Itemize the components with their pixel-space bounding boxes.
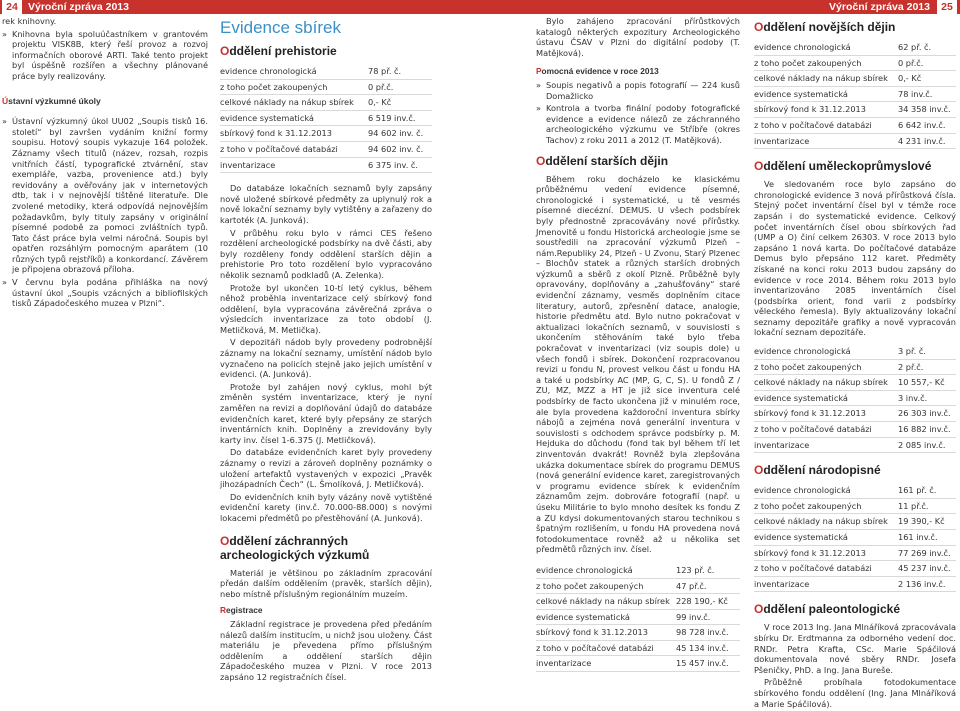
- stats-prehistory: [220, 64, 432, 173]
- stat-row: [754, 545, 956, 561]
- stat-label: z toho počet zakoupených: [754, 359, 898, 375]
- column-2: [220, 16, 432, 685]
- page-title: Evidence sbírek: [220, 18, 341, 37]
- stat-value: 2 136 inv.č.: [898, 576, 956, 592]
- stat-row: [754, 390, 956, 406]
- bullet-negatives: » Soupis negativů a popis fotografií — 224 kusů Domažlicko: [536, 80, 740, 101]
- stat-row: [220, 95, 432, 111]
- stat-row: [220, 110, 432, 126]
- stat-label: sbírkový fond k 31.12.2013: [754, 545, 898, 561]
- stat-row: [220, 141, 432, 157]
- stat-value: 47 př.č.: [676, 578, 740, 594]
- stat-value: 78 př. č.: [368, 64, 432, 79]
- stat-value: 161 př. č.: [898, 483, 956, 498]
- stat-row: [220, 64, 432, 79]
- stat-value: 34 358 inv.č.: [898, 102, 956, 118]
- para-catalogs: Bylo zahájeno zpracování přírůstkových katalogů některých expozitury Archeologického ústavu ČSAV v Plzni do digitální podoby (T. Matějková).: [536, 16, 740, 58]
- stat-value: 10 557,- Kč: [898, 375, 956, 391]
- stat-row: [754, 86, 956, 102]
- stat-value: 0,- Kč: [368, 95, 432, 111]
- bullet-uu02: » Ústavní výzkumný úkol UU02 „Soupis tisků 16. století“ byl završen vydáním knižní formy soupisu. Hotový soupis vykazuje 164 položek. Záznamy všech titulů (název, rozsah, rozpis vnitřních částí, typografické ztvárnění, stav exempláře, vazba, provenience atd.) byly revidovány a ověřovány jak v internetových dtb, tak i v nejnovější tištěné literatuře. Dle zvolené metodiky, která odpovídá nejnovějším požadavkům, byly tituly zapsány v originální písemné podobě za pomoci zvláštních typů. Tato část práce byla velmi náročná. Soupis byl opatřen rozsáhlým pomocným aparátem (10 různých typů rejstříků) a konkordancí. Závěrem je připojena obrazová příloha.: [2, 116, 208, 275]
- stat-row: [754, 561, 956, 577]
- stat-label: celkové náklady na nákup sbírek: [754, 375, 898, 391]
- stat-row: [754, 498, 956, 514]
- heading-research-tasks: Ústavní výzkumné úkoly: [2, 95, 101, 106]
- stat-label: celkové náklady na nákup sbírek: [754, 71, 898, 87]
- stat-value: 0 př.č.: [368, 79, 432, 95]
- heading-modern-history: Oddělení novějších dějin: [754, 20, 896, 34]
- stat-value: 0 př.č.: [898, 55, 956, 71]
- stat-row: [754, 375, 956, 391]
- stat-value: 4 231 inv.č.: [898, 133, 956, 149]
- stat-label: sbírkový fond k 31.12.2013: [754, 102, 898, 118]
- stat-value: 2 085 inv.č.: [898, 437, 956, 453]
- stat-label: evidence chronologická: [220, 64, 368, 79]
- column-1: [2, 16, 208, 311]
- stat-value: 94 602 inv. č.: [368, 141, 432, 157]
- column-4: [754, 20, 956, 711]
- stat-value: 45 134 inv.č.: [676, 640, 740, 656]
- stat-row: [536, 594, 740, 610]
- page-number-left: 24: [2, 0, 22, 14]
- stat-row: [754, 530, 956, 546]
- heading-older-history: Oddělení starších dějin: [536, 153, 669, 168]
- stat-label: evidence systematická: [536, 609, 676, 625]
- stat-label: evidence systematická: [220, 110, 368, 126]
- paragraph: Do databáze lokačních seznamů byly zapsány nově uložené sbírkové předměty za uplynulý rok a nově lokační seznamy byly vytištěny a zařazeny do kartoték (A. Junková).: [220, 183, 432, 225]
- paragraph: Během roku docházelo ke klasickému průběžnému vedení evidence písemné, chronologické i systematické, u tě vesmés písemné diecézní. DEMUS. U všech podsbírek byly přednostně zpracovávány nové přírůstky. Jmenovitě u fondu Historická archeologie jsme se soustředili na zpracování výzkumů Plzeň – nám.Republiky 24, Plzeň - U Zvonu, Starý Plzenec – Blochův statek a různých starších drobných výzkumů a sběrů z okolí Plzně. Průběžně byly opravovány, doplňovány a „zahušťovány“ staré evidenční záznamy, vesměs doplněním citace literatury, autorů, zpřesnění datace, analogie, historie předmětu atd. Bylo nutno pokračovat v aktualizaci lokačních seznamů, v souvislosti s ukončením stěhováním také bylo třeba pokračovat v inventarizaci (viz soupis dole) u všech fondů i sbírek. Dokončení rozpracovanou revizi u fondu N, provest velkou část u fondu HA a také u podsbírky AC (MP, G, C, S). U fondů Z / ZU, MZ, MZZ a HT je již sice inventura celé podsbírky de facto ukončena již v minulém roce, ale byla provedena každoroční inventura sbírky nábojů a zejména nová generální inventura v souvislosti s odchodem správce podsbírky p. M. Hejduka do důchodu (fond tak byl během tří let zinventován dvakrát! Rovněž byla zlepšována ukázka dokumentace sbírek do programu DEMUS (nová generální evidence karet, zaregistrovaných v programu evidence sbírek k evidenčním záznamům zejm. dobrováre fotografií (např. u úseku Militárie to bylo mnoho desítek ks fondu Z a ZU kdysi dokumentovaných starou technikou s špatným rozlišením, u fondu HA provedena nová fotodokumentace rovněž až u několika set předmětů různých inv. čísel.: [536, 173, 740, 555]
- paragraphs-prehistory: [220, 183, 432, 523]
- paragraph: Protože byl zahájen nový cyklus, mohl být změněn systém inventarizace, který je nyní zaměřen na revizi a doplňování údajů do databáze evidenčních karet, které byly přepsány ze starých inventárních knih. Doplněny a zrevidovány byly karty inv. čísel 1-6.375 (J. Metličková).: [220, 381, 432, 445]
- stat-value: 45 237 inv.č.: [898, 561, 956, 577]
- stat-value: 77 269 inv.č.: [898, 545, 956, 561]
- stat-row: [754, 71, 956, 87]
- stat-row: [536, 609, 740, 625]
- stat-label: z toho počet zakoupených: [754, 498, 898, 514]
- stat-label: evidence chronologická: [754, 40, 898, 55]
- stat-value: 2 př.č.: [898, 359, 956, 375]
- heading-paleontology: Oddělení paleontologické: [754, 602, 901, 617]
- stat-row: [754, 40, 956, 55]
- para-registration: Základní registrace je provedena před předáním nálezů dalším institucím, u nichž jsou uloženy. Část materiálu je převedena přímo příslušným oddělením a oddělení starších dějin Západočeského muzea v Plzni. V roce 2013 zapsáno 12 registračních čísel.: [220, 618, 432, 682]
- stat-row: [536, 578, 740, 594]
- stat-value: 123 př. č.: [676, 563, 740, 578]
- stat-label: evidence systematická: [754, 390, 898, 406]
- stat-label: inventarizace: [754, 437, 898, 453]
- stat-label: evidence chronologická: [754, 483, 898, 498]
- stat-row: [754, 55, 956, 71]
- stat-row: [536, 656, 740, 672]
- paragraph: V průběhu roku bylo v rámci CES řešeno rozdělení archeologické podsbírky na dvě části, aby byly rozděleny fondy oddělení starších dějin a prehistorie Pro toto rozdělení bylo vypracováno několik seznamů podkladů (A. Zelenka).: [220, 227, 432, 280]
- stat-label: z toho v počítačové databázi: [754, 561, 898, 577]
- stat-value: 94 602 inv. č.: [368, 126, 432, 142]
- stat-row: [754, 576, 956, 592]
- stat-row: [754, 102, 956, 118]
- header-title-left: Výroční zpráva 2013: [28, 1, 129, 13]
- stat-value: 26 303 inv.č.: [898, 406, 956, 422]
- heading-ethnography: Oddělení národopisné: [754, 463, 881, 478]
- paragraph: Do databáze evidenčních karet byly provedeny záznamy o revizi a zároveň doplněny poznámky o uložení artefaktů vystavených v expozici „Pravěk jihozápadních Čech“ (L. Šmolíková, J. Metličková).: [220, 447, 432, 490]
- stat-row: [754, 359, 956, 375]
- stat-value: 6 642 inv.č.: [898, 117, 956, 133]
- heading-registration: Registrace: [220, 605, 263, 616]
- stat-value: 16 882 inv.č.: [898, 422, 956, 438]
- stat-value: 3 př. č.: [898, 344, 956, 359]
- heading-prehistory: Oddělení prehistorie: [220, 44, 337, 58]
- stat-label: evidence systematická: [754, 86, 898, 102]
- bullet-new-task: » V červnu byla podána přihláška na nový ústavní úkol „Soupis vzácných a bibliofilských tisků Západočeského muzea v Plzni“.: [2, 277, 208, 309]
- stat-value: 98 728 inv.č.: [676, 625, 740, 641]
- stat-label: z toho počet zakoupených: [220, 79, 368, 95]
- para-material: Materiál je většinou po základním zpracování předán dalším oddělením (pravěk, starších dějin), nebo místně příslušným regionálním muzeím.: [220, 567, 432, 599]
- page-number-right: 25: [937, 0, 957, 14]
- stats-applied-arts: [754, 344, 956, 453]
- paragraph: V depozitáři nádob byly provedeny podrobnější záznamy na lokační seznamy, umístění nádob bylo vyznačeno na policích stejně jako jejich umístění v evidenci. (A. Junková).: [220, 337, 432, 380]
- stat-value: 6 375 inv. č.: [368, 157, 432, 173]
- stat-label: evidence systematická: [754, 530, 898, 546]
- heading-auxiliary-evidence: Pomocná evidence v roce 2013: [536, 66, 659, 77]
- stat-value: 228 190,- Kč: [676, 594, 740, 610]
- stat-value: 15 457 inv.č.: [676, 656, 740, 672]
- stat-row: [220, 79, 432, 95]
- stat-row: [754, 483, 956, 498]
- stat-label: inventarizace: [754, 133, 898, 149]
- heading-applied-arts: Oddělení uměleckoprůmyslové: [754, 159, 932, 174]
- stat-label: z toho počet zakoupených: [754, 55, 898, 71]
- stat-row: [754, 406, 956, 422]
- stat-value: 6 519 inv.č.: [368, 110, 432, 126]
- stat-label: z toho v počítačové databázi: [754, 117, 898, 133]
- stat-label: inventarizace: [754, 576, 898, 592]
- stat-row: [754, 117, 956, 133]
- heading-rescue-research: Oddělení záchranných archeologických výzkumů: [220, 533, 370, 562]
- stat-value: 99 inv.č.: [676, 609, 740, 625]
- stat-row: [754, 133, 956, 149]
- stat-label: sbírkový fond k 31.12.2013: [220, 126, 368, 142]
- stat-label: sbírkový fond k 31.12.2013: [536, 625, 676, 641]
- stat-row: [536, 640, 740, 656]
- stat-label: evidence chronologická: [536, 563, 676, 578]
- paragraphs-older-history: [536, 174, 740, 555]
- header-left: [0, 0, 480, 14]
- bullet-visk: » Knihovna byla spoluúčastníkem v grantovém projektu VISK8B, který řeší provoz a rozvoj informačních oborové ARTI. Také tento projekt byl úspěšně rozšířen a všechny plánované práce byly realizovány.: [2, 29, 208, 82]
- top-line: rek knihovny.: [2, 16, 57, 26]
- stat-label: z toho v počítačové databázi: [536, 640, 676, 656]
- stat-label: sbírkový fond k 31.12.2013: [754, 406, 898, 422]
- header-right: [480, 0, 960, 14]
- stat-row: [220, 157, 432, 173]
- paragraph: Do evidenčních knih byly vázány nově vytištěné evidenční karety (inv.č. 70.000-88.000) s novými lokacemi předmětů po přestěhování (A. Junková).: [220, 491, 432, 523]
- stat-value: 19 390,- Kč: [898, 514, 956, 530]
- stat-value: 78 inv.č.: [898, 86, 956, 102]
- stat-label: z toho počet zakoupených: [536, 578, 676, 594]
- stat-row: [754, 437, 956, 453]
- column-3: [536, 16, 740, 672]
- stat-row: [220, 126, 432, 142]
- stat-label: inventarizace: [536, 656, 676, 672]
- stat-value: 161 inv.č.: [898, 530, 956, 546]
- paragraph: Protože byl ukončen 10-tí letý cyklus, během něhož proběhla inventarizace celý sbírkový fond oddělení, byla vypracována závěrečná zpráva o výsledcích inventarizace za toto období (J. Metličková, M. Metlička).: [220, 282, 432, 335]
- para-paleontology: V roce 2013 Ing. Jana Mlnáříková zpracovávala sbírku Dr. Erdtmanna za odborného vedení doc. RNDr. Petra Krafta, CSc. Marie Spáčilová dokumentovala nové sběry RNDr. Josefa Pšeničky, PhD. a Ing. Jana Bureše.: [754, 622, 956, 675]
- stat-label: z toho v počítačové databázi: [754, 422, 898, 438]
- stat-value: 62 př. č.: [898, 40, 956, 55]
- stat-label: inventarizace: [220, 157, 368, 173]
- stats-older-history: [536, 563, 740, 672]
- para-photo-doc: Průběžně probíhala fotodokumentace sbírkového fondu oddělení (Ing. Jana Mlnáříková a Marie Spáčilová).: [754, 677, 956, 709]
- stat-label: z toho v počítačové databázi: [220, 141, 368, 157]
- stats-ethnography: [754, 483, 956, 592]
- header-title-right: Výroční zpráva 2013: [829, 1, 930, 13]
- stat-label: celkové náklady na nákup sbírek: [536, 594, 676, 610]
- stat-label: celkové náklady na nákup sbírek: [220, 95, 368, 111]
- para-applied-arts: Ve sledovaném roce bylo zapsáno do chronologické evidence 3 nová přírůstková čísla. Stejný počet inventární čísel byl v témže roce zapsán i do systematické evidence. Celkový počet inventárních čísel obou sbírkových řad (UMP a O) činí celkem 26303. V roce 2013 bylo zapsáno 1 nová karta. Do počítačové databáze Demus bylo přepsáno 112 karet. Předměty získané na konci roku 2013 budou zapsány do evidence v roce 2014. Během roku 2013 bylo inventarizováno 2085 inventárních čísel (podsbírka orient, fond varii z podsbírky věleckého řemesla). Byly aktualizovány lokační seznamy depozitáře grafiky a nově vypracován lokační seznam depozitáře.: [754, 179, 956, 338]
- stat-row: [536, 563, 740, 578]
- stat-value: 0,- Kč: [898, 71, 956, 87]
- stat-label: evidence chronologická: [754, 344, 898, 359]
- stat-row: [754, 422, 956, 438]
- stat-row: [754, 514, 956, 530]
- stats-modern-history: [754, 40, 956, 149]
- bullet-control: » Kontrola a tvorba finální podoby fotografické evidence a evidence nálezů ze záchranného archeologického výzkumu ve Stříbře (okres Tachov) z roku 2011 a 2012 (T. Matějková).: [536, 103, 740, 145]
- stat-row: [536, 625, 740, 641]
- stat-value: 3 inv.č.: [898, 390, 956, 406]
- stat-label: celkové náklady na nákup sbírek: [754, 514, 898, 530]
- stat-value: 11 př.č.: [898, 498, 956, 514]
- stat-row: [754, 344, 956, 359]
